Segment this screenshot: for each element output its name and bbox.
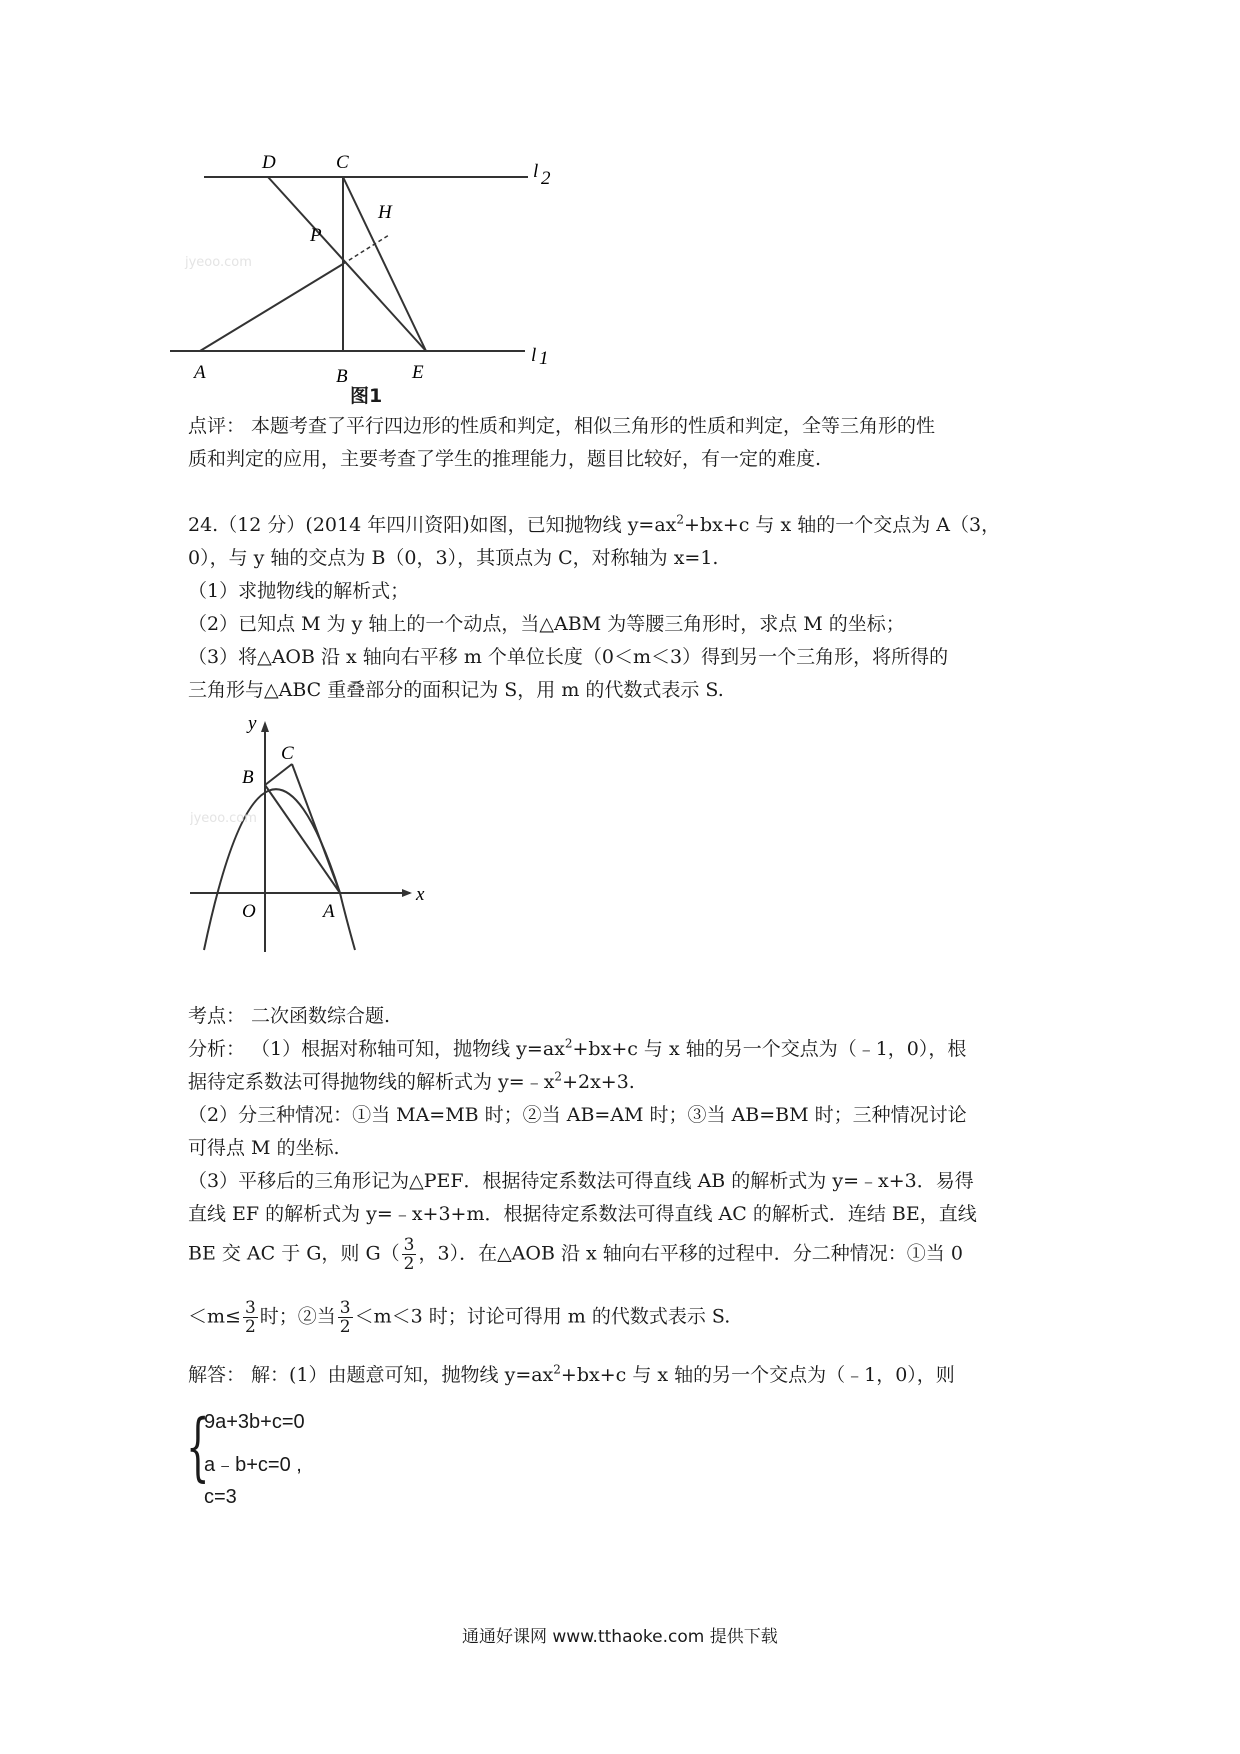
comment-line-1: 点评： 本题考查了平行四边形的性质和判定，相似三角形的性质和判定，全等三角形的性 [188,415,936,437]
equation-1: 9a+3b+c=0 [204,1411,305,1433]
fenxi-p2-line-2: 可得点 M 的坐标. [188,1137,340,1159]
problem-q1: （1）求抛物线的解析式； [188,580,410,602]
label-c: C [281,743,294,764]
segment-bc [265,764,292,785]
figure-1-parallel-lines [170,150,570,410]
label-a: A [323,901,335,922]
fenxi-p3-line-1: （3）平移后的三角形记为△PEF．根据待定系数法可得直线 AB 的解析式为 y=﹣x+3．易得 [188,1170,974,1192]
fenxi-line-2: 据待定系数法可得抛物线的解析式为 $y=﹣x^2+2x+3$. [188,1069,635,1093]
segment-de [268,177,426,351]
label-d: D [262,152,276,173]
label-b: B [242,767,254,788]
figure-1-caption: 图1 [350,385,383,407]
label-b: B [336,366,348,387]
label-l1-sub: 1 [539,348,549,369]
equation-2: a﹣b+c=0 , [204,1454,302,1476]
segment-ba [265,785,340,893]
label-p: P [310,225,322,246]
y-axis-arrow [261,721,269,732]
fenxi-p2-line-1: （2）分三种情况：①当 MA=MB 时；②当 AB=AM 时；③当 AB=BM 时；三种情况讨论 [188,1104,967,1126]
problem-line-1: 24.（12 分）(2014 年四川资阳)如图，已知抛物线 $y=ax^2+bx+c$ 与 x 轴的一个交点为 A（3， [188,512,1001,536]
comment-line-2: 质和判定的应用，主要考查了学生的推理能力，题目比较好，有一定的难度. [188,448,822,470]
watermark: jyeoo.com [185,255,252,270]
fraction-three-halves: $\frac{3}{2}$ [244,1298,256,1337]
fraction-three-halves: $\frac{3}{2}$ [339,1298,351,1337]
x-axis-arrow [402,889,412,897]
segment-ca [292,764,340,893]
problem-q3-line-1: （3）将△AOB 沿 x 轴向右平移 m 个单位长度（0＜m＜3）得到另一个三角形，将所得的 [188,646,949,668]
label-l2: l [533,161,539,182]
label-y: y [248,713,257,734]
problem-q2: （2）已知点 M 为 y 轴上的一个动点，当△ABM 为等腰三角形时，求点 M 的坐标； [188,613,905,635]
label-o: O [242,901,256,922]
label-l1: l [531,345,537,366]
label-c: C [336,152,349,173]
watermark: jyeoo.com [190,811,257,826]
problem-q3-line-2: 三角形与△ABC 重叠部分的面积记为 S，用 m 的代数式表示 S. [188,679,724,701]
fenxi-p3-line-2: 直线 EF 的解析式为 y=﹣x+3+m．根据待定系数法可得直线 AC 的解析式．连结 BE，直线 [188,1203,977,1225]
label-a: A [194,362,206,383]
label-l2-sub: 2 [541,168,551,189]
label-h: H [378,202,392,223]
figure-2-parabola [190,710,440,960]
fraction-three-halves: $\frac{3}{2}$ [403,1235,415,1274]
footer-text: 通通好课网 www.tthaoke.com 提供下载 [462,1627,778,1647]
label-e: E [412,362,424,383]
segment-ap [200,264,343,351]
label-x: x [416,884,425,905]
kaodian-line: 考点： 二次函数综合题. [188,1005,391,1027]
fenxi-line-1: 分析： （1）根据对称轴可知，抛物线 $y=ax^2+bx+c$ 与 x 轴的另一个交点为（﹣1，0），根 [188,1036,967,1060]
fenxi-p3-line-4: ＜m≤ $\frac{3}{2}$ 时；②当 $\frac{3}{2}$ ＜m＜3 时；讨论可得用 m 的代数式表示 S. [188,1298,731,1337]
equation-3: c=3 [204,1486,237,1508]
system-brace: { [186,1404,210,1490]
problem-line-2: 0），与 y 轴的交点为 B（0，3），其顶点为 C，对称轴为 x=1. [188,547,719,569]
fenxi-p3-line-3: BE 交 AC 于 G，则 G（ $\frac{3}{2}$ ，3）．在△AOB 沿 x 轴向右平移的过程中．分二种情况：①当 0 [188,1235,963,1274]
jieda-line-1: 解答： 解：(1）由题意可知，抛物线 $y=ax^2+bx+c$ 与 x 轴的另一个交点为（﹣1，0），则 [188,1362,955,1386]
